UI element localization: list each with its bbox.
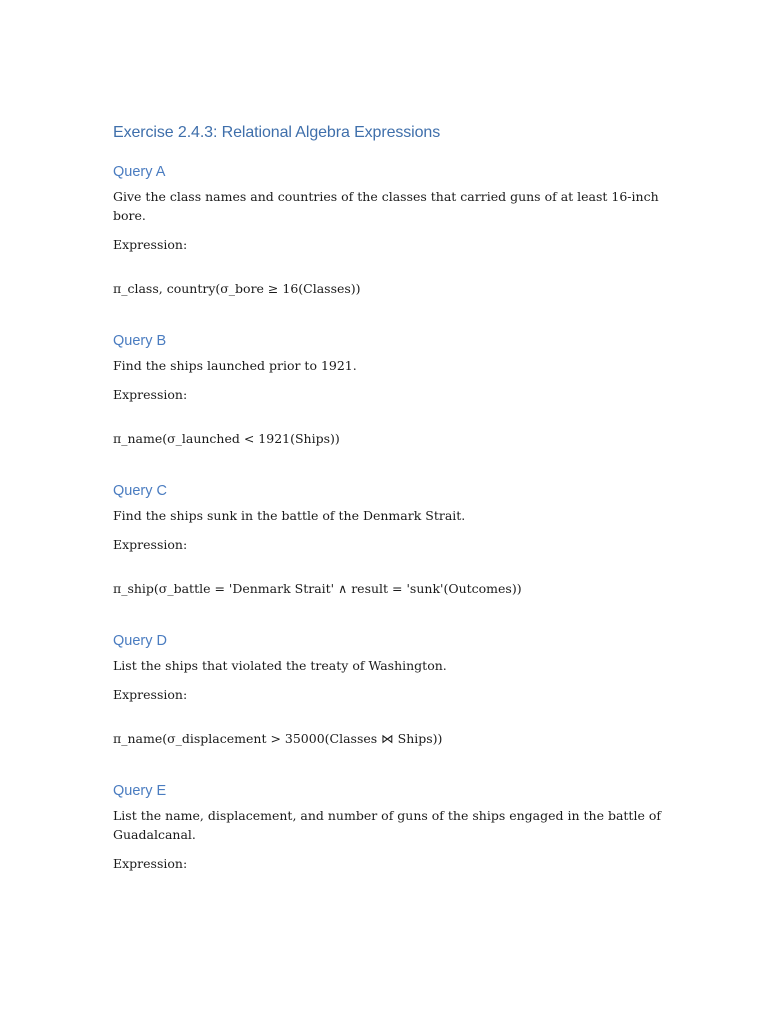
- query-heading: Query C: [113, 483, 167, 499]
- query-description: List the ships that violated the treaty of Washington.: [113, 658, 447, 673]
- query-expression: π_name(σ_displacement > 35000(Classes ⋈ Ships)): [113, 731, 443, 746]
- query-heading: Query E: [113, 783, 167, 799]
- query-section-b: [113, 333, 673, 447]
- query-description: List the name, displacement, and number of guns of the ships engaged in the battle of Guadalcanal.: [113, 808, 661, 842]
- query-expression: π_name(σ_launched < 1921(Ships)): [113, 431, 340, 446]
- query-description: Give the class names and countries of the classes that carried guns of at least 16-inch bore.: [113, 189, 659, 223]
- expression-label: Expression:: [113, 537, 188, 552]
- expression-label: Expression:: [113, 687, 188, 702]
- query-expression: π_class, country(σ_bore ≥ 16(Classes)): [113, 281, 361, 296]
- query-section-c: [113, 483, 673, 597]
- expression-label: Expression:: [113, 856, 188, 871]
- document-title: Exercise 2.4.3: Relational Algebra Expressions: [113, 124, 441, 141]
- query-section-a: [113, 164, 673, 297]
- document-page: [113, 124, 673, 900]
- query-description: Find the ships launched prior to 1921.: [113, 358, 357, 373]
- query-section-e: [113, 783, 673, 872]
- query-description: Find the ships sunk in the battle of the Denmark Strait.: [113, 508, 466, 523]
- expression-label: Expression:: [113, 387, 188, 402]
- query-heading: Query D: [113, 633, 167, 649]
- expression-label: Expression:: [113, 237, 188, 252]
- query-heading: Query A: [113, 164, 166, 180]
- query-heading: Query B: [113, 333, 167, 349]
- query-expression: π_ship(σ_battle = 'Denmark Strait' ∧ result = 'sunk'(Outcomes)): [113, 581, 522, 596]
- query-section-d: [113, 633, 673, 747]
